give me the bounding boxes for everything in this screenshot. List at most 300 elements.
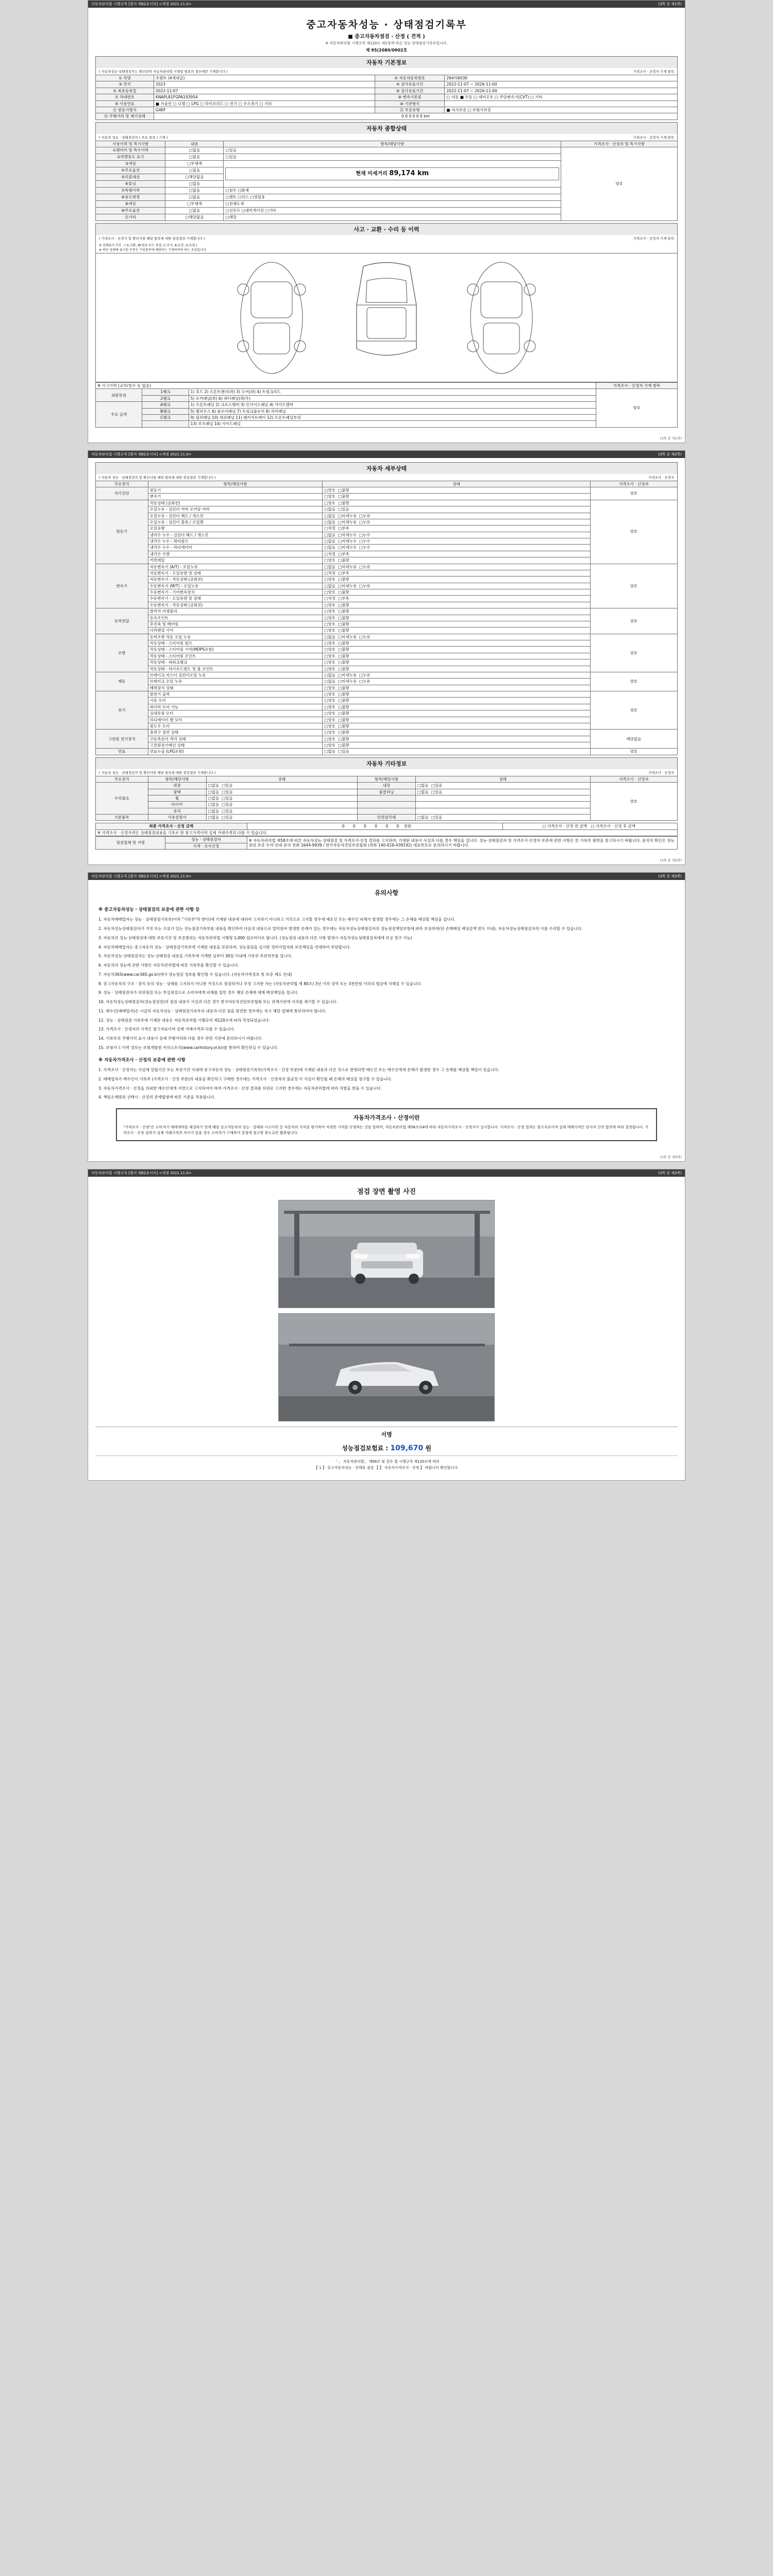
basic-value-3: KNAPL81FGPA193954 (154, 94, 375, 100)
detail-1-5-opt-2[interactable]: □누수 (359, 532, 371, 537)
detail-7-0-opt-0[interactable]: □양호 (324, 730, 335, 735)
others-body (96, 783, 678, 821)
detail-2-2-opt-1[interactable]: □불량 (338, 577, 349, 582)
others-item-2: 휠 (148, 795, 206, 801)
accident-legend-line1: ※ 상태표시 부호 : ( X:교환, W:판금 또는 용접, C:부식, A:손상, U:요철 ) (99, 244, 197, 247)
sheet-header-bar (88, 1, 685, 8)
overall-opt-4a[interactable]: □해당없음 (165, 174, 224, 181)
detail-5-2-opt-0[interactable]: □양호 (324, 685, 335, 690)
detail-1-9-opt-1[interactable]: □불량 (338, 558, 349, 563)
detail-1-4-opt-0[interactable]: □적정 (324, 526, 335, 531)
detail-opts-1-8[interactable] (323, 551, 590, 557)
detail-2-5-opt-1[interactable]: □부족 (338, 596, 349, 601)
detail-8-0-opt-1[interactable]: □있음 (338, 749, 349, 754)
others-opts2-2[interactable] (415, 795, 590, 801)
basic-label-1: ③ 연식 (96, 81, 154, 88)
others-4-opt-1[interactable]: □있음 (222, 808, 233, 814)
others2-1-opt-1[interactable]: □있음 (431, 789, 443, 794)
overall-detail-9[interactable]: □선루프 □내비게이션 □기타 (224, 208, 561, 214)
overall-name-10: ⑪기타 (96, 214, 165, 221)
detail-opts-1-1[interactable] (323, 506, 590, 513)
table-row (96, 395, 678, 401)
detail-4-3-opt-1[interactable]: □불량 (338, 653, 349, 658)
detail-1-3-opt-1[interactable]: □미세누유 (338, 519, 357, 524)
detail-opts-4-3[interactable] (323, 653, 590, 659)
detail-item-7-2: 고전원전기배선 상태 (148, 742, 323, 749)
basic-label2-1: ④ 검사유효기간 (375, 81, 444, 88)
detail-4-0-opt-2[interactable]: □누유 (359, 634, 371, 639)
section-overall-title: 자동차 종합상태 (95, 122, 678, 134)
others-group-repair: 수리필요 (96, 783, 148, 815)
others-opts-3[interactable] (206, 802, 358, 808)
price-opt-before[interactable]: □ 가격조사 · 산정 전 금액 (542, 824, 587, 829)
detail-2-0-opt-2[interactable]: □누유 (359, 564, 371, 569)
detail-2-3-opt-1[interactable]: □미세누유 (338, 583, 357, 588)
notice-item: 1. 가격조사 · 산정자는 사실에 설립기간 또는 보증기간 이내에 중고자동차 성능 · 상태점검기록부(가격조사 · 산정 부분)에 기재된 내용과 다른 것으로 판명되면 매도인 또는 매수인에게 손해가 발생한 경우 그 손해를 배상할 책임이 있습니다. (98, 1067, 499, 1072)
others-2-opt-0[interactable]: □없음 (208, 795, 220, 801)
others-opts-4[interactable] (206, 808, 358, 814)
detail-1-6-opt-1[interactable]: □미세누수 (338, 539, 357, 544)
detail-1-4-opt-1[interactable]: □부족 (338, 526, 349, 531)
overall-opt-3a[interactable]: □없음 (165, 167, 224, 174)
detail-4-1-opt-1[interactable]: □불량 (338, 641, 349, 646)
detail-2-3-opt-0[interactable]: □없음 (324, 583, 335, 588)
others-table (95, 776, 678, 821)
form-reference-3: 자동차관리법 시행규칙 [별지 제82호서식] <개정 2021.11.0> (91, 874, 192, 878)
detail-opts-3-1[interactable] (323, 615, 590, 621)
notice-item: 11. 매수인(매매업자)은 시급히 자동차성능 · 상태점검기록부의 내용과 다른 점을 발견한 경우에는 즉시 해당 업체에 통보하여야 합니다. (98, 1008, 327, 1013)
accident-items-4: 9) 필러패널 10) 대쉬패널 11) 패키지트레이 12) 프론트패널부위 (189, 414, 596, 420)
detail-2-6-opt-0[interactable]: □양호 (324, 602, 335, 607)
detail-6-4-opt-1[interactable]: □불량 (338, 717, 349, 722)
detail-1-1-opt-0[interactable]: □없음 (324, 507, 335, 512)
detail-right-7: 해당없음 (590, 730, 677, 749)
others-1-opt-0[interactable]: □없음 (208, 789, 220, 794)
detail-4-2-opt-0[interactable]: □양호 (324, 647, 335, 652)
detail-item-0-1: 변속기 (148, 494, 323, 500)
detail-item-7-0: 충전구 절연 상태 (148, 730, 323, 736)
detail-5-0-opt-1[interactable]: □미세누유 (338, 672, 357, 677)
detail-1-7-opt-0[interactable]: □없음 (324, 545, 335, 550)
detail-opts-1-7[interactable] (323, 545, 590, 551)
accident-rank-4: C랭크 (142, 414, 189, 420)
detail-1-5-opt-1[interactable]: □미세누수 (338, 532, 357, 537)
table-row (96, 383, 678, 389)
price-digit-5: 0 (396, 824, 399, 829)
doc-subtitle: ■ 중고자동차점검 · 산정 ( 견적 ) (348, 34, 425, 40)
detail-opts-2-5[interactable] (323, 596, 590, 602)
others-opts2-0[interactable] (415, 783, 590, 789)
overall-name-2: ③색상 (96, 161, 165, 167)
basic-value-1: 2023 (154, 81, 375, 88)
detail-0-0-opt-0[interactable]: □양호 (324, 488, 335, 493)
basic-label-6: ⑬ 주행거리 및 계기상태 (96, 113, 154, 120)
detail-0-0-opt-1[interactable]: □불량 (338, 488, 349, 493)
detail-opts-7-0[interactable] (323, 730, 590, 736)
detail-opts-1-2[interactable] (323, 513, 590, 519)
price-digit-4: 0 (385, 824, 389, 829)
detail-3-0-opt-1[interactable]: □불량 (338, 609, 349, 614)
detail-right-5: 양호 (590, 672, 677, 691)
detail-0-1-opt-0[interactable]: □양호 (324, 494, 335, 499)
detail-6-0-opt-1[interactable]: □불량 (338, 692, 349, 697)
detail-2-0-opt-0[interactable]: □없음 (324, 564, 335, 569)
fee-label: 성능점검보험료 : (342, 1445, 389, 1452)
basic-value-4: ■ 가솔린 □ 디젤 □ LPG □ 하이브리드 □ 전기 □ 수소전기 □ 기타 (154, 100, 375, 107)
detail-opts-5-1[interactable] (323, 679, 590, 685)
detail-group-2: 변속기 (96, 564, 148, 608)
detail-opts-5-0[interactable] (323, 672, 590, 678)
detail-6-0-opt-0[interactable]: □양호 (324, 692, 335, 697)
others-opts2-5[interactable] (415, 815, 590, 821)
detail-opts-2-1[interactable] (323, 570, 590, 576)
detail-opts-2-0[interactable] (323, 564, 590, 570)
overall-opt-1b[interactable]: □있음 (224, 154, 561, 161)
detail-1-5-opt-0[interactable]: □없음 (324, 532, 335, 537)
others-item2-3 (358, 802, 416, 808)
detail-opts-5-2[interactable] (323, 685, 590, 691)
detail-2-0-opt-1[interactable]: □미세누유 (338, 564, 357, 569)
detail-1-0-opt-1[interactable]: □불량 (338, 500, 349, 505)
detail-5-1-opt-0[interactable]: □없음 (324, 679, 335, 684)
detail-6-4-opt-0[interactable]: □양호 (324, 717, 335, 722)
others-opts-5[interactable] (206, 815, 358, 821)
page-4 (88, 1169, 685, 1480)
section-overall-note-left: ( 자동차 성능 · 상태점검자 ( 주요 항목 ) 기재 ) (99, 135, 168, 140)
detail-item-5-1: 브레이크 오일 누유 (148, 679, 323, 685)
overall-opt-5a[interactable]: □없음 (165, 181, 224, 188)
detail-item-6-0: 발전기 출력 (148, 691, 323, 698)
detail-item-2-1: 자동변속기 - 오일유량 및 상태 (148, 570, 323, 576)
sheet-header-bar-2 (88, 451, 685, 458)
others-0-opt-1[interactable]: □있음 (222, 783, 233, 788)
basic-label-4: ⑨ 사용연료 (96, 100, 154, 107)
detail-4-3-opt-0[interactable]: □양호 (324, 653, 335, 658)
others-3-opt-1[interactable]: □있음 (222, 802, 233, 807)
others-5-opt-1[interactable]: □있음 (222, 815, 233, 820)
detail-opts-3-0[interactable] (323, 608, 590, 615)
detail-7-1-opt-1[interactable]: □불량 (338, 736, 349, 741)
table-row (96, 147, 678, 154)
section-others-title: 자동차 기타정보 (95, 757, 678, 769)
basic-label-2: ⑤ 최초등록일 (96, 88, 154, 94)
detail-2-1-opt-0[interactable]: □적정 (324, 570, 335, 575)
table-row (96, 749, 678, 755)
others-item2-1: 룸클리닝 (358, 789, 416, 795)
notice-item: 1. 자동차매매업자는 성능 · 상태점검기록부(이하 "기록부"라 한다)에 기재된 내용에 대하여 고지하기 아니하고 거짓으로 고지할 경우에 매도인 또는 매수인 피해가 발생할 경우에는 그 손해를 배상할 책임을 집니다. (98, 917, 456, 922)
detail-item-2-6: 수동변속기 - 작동상태 (공회전) (148, 602, 323, 608)
others2-0-opt-1[interactable]: □있음 (431, 783, 443, 788)
overall-opt-1a[interactable]: □없음 (165, 154, 224, 161)
detail-1-6-opt-0[interactable]: □없음 (324, 539, 335, 544)
detail-opts-2-2[interactable] (323, 577, 590, 583)
detail-3-3-opt-0[interactable]: □양호 (324, 628, 335, 633)
others-2-opt-1[interactable]: □있음 (222, 795, 233, 801)
detail-1-2-opt-1[interactable]: □미세누유 (338, 513, 357, 518)
others2-1-opt-0[interactable]: □없음 (417, 789, 429, 794)
detail-item-1-5: 냉각수 누수 - 실린더 헤드 / 개스킷 (148, 532, 323, 538)
detail-3-0-opt-0[interactable]: □양호 (324, 609, 335, 614)
table-row (96, 389, 678, 395)
detail-2-4-opt-0[interactable]: □양호 (324, 590, 335, 595)
detail-1-2-opt-0[interactable]: □없음 (324, 513, 335, 518)
detail-5-1-opt-2[interactable]: □누유 (359, 679, 371, 684)
detail-6-5-opt-1[interactable]: □불량 (338, 723, 349, 728)
detail-item-1-8: 냉각수 수량 (148, 551, 323, 557)
others-4-opt-0[interactable]: □없음 (208, 808, 220, 814)
detail-item-6-5: 윈도우 모터 (148, 723, 323, 729)
detail-1-7-opt-2[interactable]: □누수 (359, 545, 371, 550)
detail-4-4-opt-1[interactable]: □불량 (338, 660, 349, 665)
section-others-note (95, 769, 678, 776)
detail-item-0-0: 원동기 (148, 487, 323, 494)
detail-3-1-opt-1[interactable]: □불량 (338, 615, 349, 620)
basic-value-2: 2022-11-07 (154, 88, 375, 94)
overall-opt-8a[interactable]: □무채색 (165, 201, 224, 208)
others-3-opt-0[interactable]: □없음 (208, 802, 220, 807)
detail-opts-4-1[interactable] (323, 640, 590, 647)
overall-detail-6[interactable]: □침수 □화재 (224, 188, 561, 194)
notice-item: 3. 자동차가격조사 · 산정을 의뢰한 매수인에게 서면으로 고지하여야 하며 가격조사 · 산정 결과를 허위로 고지한 경우에는 자동차관리법에 따라 처벌을 받을 수 있습니다. (98, 1086, 382, 1091)
overall-opt-9a[interactable]: □없음 (165, 208, 224, 214)
price-opt-after[interactable]: □ 가격조사 · 산정 후 금액 (591, 824, 635, 829)
detail-opts-4-4[interactable] (323, 659, 590, 666)
detail-3-2-opt-0[interactable]: □양호 (324, 621, 335, 626)
notice-item: 15. 보험사고 이력 정보는 보험개발원 카히스토리(www.carhistory.or.kr)를 통하여 확인하실 수 있습니다. (98, 1045, 279, 1050)
basic-value2-0: 264허6030 (445, 75, 678, 81)
overall-col-2: 항목/해당사항 (224, 141, 561, 147)
photo-side-illustration (279, 1314, 495, 1421)
detail-opts-7-2[interactable] (323, 742, 590, 749)
detail-opts-0-1[interactable] (323, 494, 590, 500)
detail-4-4-opt-0[interactable]: □양호 (324, 660, 335, 665)
detail-1-7-opt-1[interactable]: □미세누수 (338, 545, 357, 550)
signature-label: 서명 (95, 1427, 678, 1440)
detail-2-1-opt-1[interactable]: □부족 (338, 570, 349, 575)
detail-right-0: 양호 (590, 487, 677, 500)
detail-2-6-opt-1[interactable]: □불량 (338, 602, 349, 607)
detail-opts-3-3[interactable] (323, 628, 590, 634)
detail-item-6-1: 시동 모터 (148, 698, 323, 704)
detail-1-6-opt-2[interactable]: □누수 (359, 539, 371, 544)
stamp-sub-1: 가격 · 조사산정 (165, 843, 247, 849)
detail-3-1-opt-0[interactable]: □양호 (324, 615, 335, 620)
detail-2-2-opt-0[interactable]: □양호 (324, 577, 335, 582)
section-basic-note-left: ( 자동차성능·상태점검자는 확인단위 자동차관리법 시행령 별표의 경우에만 기재합니다 ) (99, 70, 228, 74)
overall-opt-0b[interactable]: □있음 (224, 147, 561, 154)
others-opts-0[interactable] (206, 783, 358, 789)
detail-opts-4-2[interactable] (323, 647, 590, 653)
overall-detail-8[interactable]: □전체도색 (224, 201, 561, 208)
detail-2-5-opt-0[interactable]: □적정 (324, 596, 335, 601)
detail-item-4-4: 작동상태 - 파워크랭크 (148, 659, 323, 666)
detail-6-3-opt-1[interactable]: □불량 (338, 711, 349, 716)
detail-5-0-opt-0[interactable]: □없음 (324, 672, 335, 677)
detail-4-0-opt-1[interactable]: □미세누유 (338, 634, 357, 639)
basic-label-0: ① 차명 (96, 75, 154, 81)
price-checkbox-options[interactable] (503, 823, 678, 829)
detail-opts-6-5[interactable] (323, 723, 590, 729)
table-row (96, 487, 678, 494)
detail-7-0-opt-1[interactable]: □불량 (338, 730, 349, 735)
others2-0-opt-0[interactable]: □없음 (417, 783, 429, 788)
detail-1-9-opt-0[interactable]: □양호 (324, 558, 335, 563)
detail-2-4-opt-1[interactable]: □불량 (338, 590, 349, 595)
detail-opts-6-2[interactable] (323, 704, 590, 710)
detail-1-8-opt-0[interactable]: □적정 (324, 551, 335, 556)
detail-1-0-opt-0[interactable]: □양호 (324, 500, 335, 505)
detail-item-2-4: 수동변속기 - 기어변속장치 (148, 589, 323, 596)
page-2 (88, 450, 685, 865)
detail-6-2-opt-0[interactable]: □양호 (324, 704, 335, 709)
detail-1-1-opt-1[interactable]: □있음 (338, 507, 349, 512)
detail-item-3-0: 클러치 어셈블리 (148, 608, 323, 615)
detail-state-table (95, 481, 678, 755)
detail-item-1-3: 오일누유 - 실린더 블록 / 오일팬 (148, 519, 323, 525)
detail-7-2-opt-1[interactable]: □불량 (338, 743, 349, 748)
detail-opts-2-6[interactable] (323, 602, 590, 608)
table-row (96, 414, 678, 420)
detail-1-3-opt-2[interactable]: □누유 (359, 519, 371, 524)
detail-6-1-opt-1[interactable]: □불량 (338, 698, 349, 703)
detail-opts-7-1[interactable] (323, 736, 590, 742)
detail-opts-3-2[interactable] (323, 621, 590, 627)
detail-6-5-opt-0[interactable]: □양호 (324, 723, 335, 728)
others-opts2-3[interactable] (415, 802, 590, 808)
notice-item: 9. 성능 · 상태점검자가 허위점검 또는 부실점검으로 소비자에게 피해를 입힌 경우 해당 손해에 대해 배상책임을 집니다. (98, 990, 299, 995)
page-footer-2: (3쪽 중 제2쪽) (660, 858, 682, 862)
final-price-title: 최종 가격조사 · 산정 금액 (96, 823, 247, 829)
accident-rank-1: 2랭크 (142, 395, 189, 401)
detail-item-6-4: 라디에이터 팬 모터 (148, 717, 323, 723)
detail-5-1-opt-1[interactable]: □미세누유 (338, 679, 357, 684)
inspection-photo-side (278, 1313, 495, 1421)
overall-detail-7[interactable]: □렌트 □리스 □영업용 (224, 194, 561, 201)
detail-1-8-opt-1[interactable]: □부족 (338, 551, 349, 556)
others2-5-opt-1[interactable]: □있음 (431, 815, 443, 820)
photo-section-title: 점검 장면 촬영 사진 (357, 1188, 416, 1196)
table-row (96, 94, 678, 100)
detail-3-3-opt-1[interactable]: □불량 (338, 628, 349, 633)
overall-name-7: ⑧용도변경 (96, 194, 165, 201)
table-row (96, 81, 678, 88)
detail-1-3-opt-0[interactable]: □없음 (324, 519, 335, 524)
others-opts-2[interactable] (206, 795, 358, 801)
others-1-opt-1[interactable]: □있음 (222, 789, 233, 794)
sheet-header-bar-4 (88, 1170, 685, 1177)
others-0-opt-0[interactable]: □없음 (208, 783, 220, 788)
detail-opts-6-3[interactable] (323, 710, 590, 717)
others-col-3: 항목/해당사항 (358, 776, 416, 782)
detail-4-5-opt-0[interactable]: □양호 (324, 666, 335, 671)
overall-opt-6a[interactable]: □없음 (165, 188, 224, 194)
detail-item-2-5: 수동변속기 - 오일유량 및 상태 (148, 596, 323, 602)
detail-7-1-opt-0[interactable]: □양호 (324, 736, 335, 741)
detail-opts-4-5[interactable] (323, 666, 590, 672)
detail-item-4-1: 작동상태 - 스티어링 펌프 (148, 640, 323, 647)
others-opts-1[interactable] (206, 789, 358, 795)
detail-opts-4-0[interactable] (323, 634, 590, 640)
detail-opts-6-1[interactable] (323, 698, 590, 704)
overall-detail-10[interactable]: □해당 (224, 214, 561, 221)
others-opts2-1[interactable] (415, 789, 590, 795)
detail-right-4: 양호 (590, 634, 677, 672)
detail-opts-8-0[interactable] (323, 749, 590, 755)
overall-opt-10a[interactable]: □해당없음 (165, 214, 224, 221)
detail-6-3-opt-0[interactable]: □양호 (324, 711, 335, 716)
detail-item-4-5: 작동상태 - 타이로드엔드 및 볼 조인트 (148, 666, 323, 672)
notice-item: 3. 자동차의 성능·상태점검에 대한 보증기간 및 보증범위는 자동차관리법 시행령 1,000 킬로미터로 합니다. (성능점검 내용과 다른 사항 발생시 자동차성능상태점검자에게 보상 청구 가능) (98, 935, 412, 940)
detail-4-1-opt-0[interactable]: □양호 (324, 641, 335, 646)
current-mileage-label: 현재 미세거리 (356, 171, 388, 177)
accident-rank-5 (142, 421, 189, 427)
detail-7-2-opt-0[interactable]: □양호 (324, 743, 335, 748)
overall-opt-2a[interactable]: □무채색 (165, 161, 224, 167)
detail-item-1-6: 냉각수 누수 - 워터펌프 (148, 538, 323, 545)
basic-info-table (95, 75, 678, 120)
detail-opts-6-0[interactable] (323, 691, 590, 698)
detail-opts-1-4[interactable] (323, 526, 590, 532)
page-mark-1: (3쪽 중 제1쪽) (658, 2, 682, 6)
notice-item: 4. 책임소재범위 선택시 · 산정의 관계법령에 따른 기준을 적용합니다. (98, 1095, 215, 1100)
detail-4-2-opt-1[interactable]: □불량 (338, 647, 349, 652)
fee-value: 109,670 (390, 1444, 424, 1453)
detail-8-0-opt-0[interactable]: □없음 (324, 749, 335, 754)
notice-item: 8. 중고자동차의 구조 · 장치 등의 성능 · 상태를 고지하지 아니한 거짓으로 점검하거나 부정 고지한 자는 (자동차관리법 제 80조) 3년 이하 징역 또는 3천만원 이하의 벌금에 처해질 수 있습니다. (98, 981, 422, 986)
detail-0-1-opt-1[interactable]: □불량 (338, 494, 349, 499)
page-mark-4: (3쪽 중 제3쪽) (658, 1171, 682, 1176)
detail-4-5-opt-1[interactable]: □불량 (338, 666, 349, 671)
detail-opts-1-5[interactable] (323, 532, 590, 538)
section-accident-note (95, 235, 678, 242)
detail-2-3-opt-2[interactable]: □누유 (359, 583, 371, 588)
detail-4-0-opt-0[interactable]: □없음 (324, 634, 335, 639)
footer-line-1: 「 」 자동차관리법」 제58조 및 같은 법 시행규칙 제120조에 따라 (333, 1460, 440, 1464)
overall-opt-0a[interactable]: □없음 (165, 147, 224, 154)
basic-label-3: ⑦ 차대번호 (96, 94, 154, 100)
notice-list-3 (98, 1018, 675, 1052)
detail-5-2-opt-1[interactable]: □불량 (338, 685, 349, 690)
others-item-0: 외장 (148, 783, 206, 789)
table-row (96, 564, 678, 570)
table-header-row (96, 481, 678, 487)
detail-opts-1-0[interactable] (323, 500, 590, 506)
detail-opts-2-4[interactable] (323, 589, 590, 596)
detail-item-4-3: 작동상태 - 스티어링 조인트 (148, 653, 323, 659)
others-opts2-4[interactable] (415, 808, 590, 814)
detail-opts-2-3[interactable] (323, 583, 590, 589)
notice-list-4 (98, 1067, 675, 1101)
basic-label2-3: ⑧ 변속기종류 (375, 94, 444, 100)
detail-col-1: 항목/해당사항 (148, 481, 323, 487)
others-5-opt-0[interactable]: □없음 (208, 815, 220, 820)
detail-5-0-opt-2[interactable]: □누유 (359, 672, 371, 677)
detail-1-2-opt-2[interactable]: □누유 (359, 513, 371, 518)
detail-opts-1-3[interactable] (323, 519, 590, 525)
detail-opts-1-6[interactable] (323, 538, 590, 545)
section-basic-note-right: 가격조사 · 산정자 기재 항목 (633, 70, 674, 74)
detail-opts-1-9[interactable] (323, 557, 590, 564)
detail-group-5: 제동 (96, 672, 148, 691)
detail-3-2-opt-1[interactable]: □불량 (338, 621, 349, 626)
detail-6-1-opt-0[interactable]: □양호 (324, 698, 335, 703)
overall-opt-7a[interactable]: □없음 (165, 194, 224, 201)
others2-5-opt-0[interactable]: □없음 (417, 815, 429, 820)
table-row (96, 88, 678, 94)
detail-opts-6-4[interactable] (323, 717, 590, 723)
detail-6-2-opt-1[interactable]: □불량 (338, 704, 349, 709)
detail-opts-0-0[interactable] (323, 487, 590, 494)
